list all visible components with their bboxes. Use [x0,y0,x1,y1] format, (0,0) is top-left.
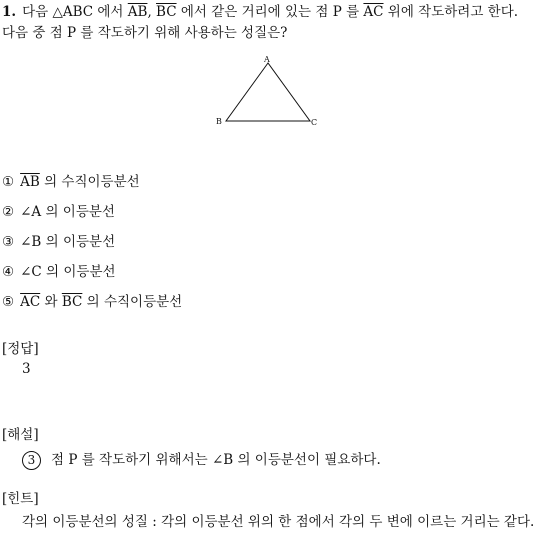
triangle-svg [212,55,324,127]
text-run: 에서 같은 거리에 있는 점 P 를 [176,4,364,20]
choice-number: ③ [2,234,15,250]
choice-number: ① [2,174,15,190]
text-run: ∠A 의 이등분선 [20,204,115,220]
explanation-label: [해설] [2,427,39,443]
hint-text: 각의 이등분선의 성질 : 각의 이등분선 위의 한 점에서 각의 두 변에 이르는 거리는 같다. [22,514,535,530]
question-stem [2,4,518,41]
answer-label: [정답] [2,341,39,357]
vertex-label-b: B [216,117,222,126]
text-run: 와 [40,294,62,310]
triangle-abc [226,63,310,121]
segment-label: $\overline{BC}$ [61,294,83,310]
choice-text [20,234,115,250]
vertex-label-a: A [264,55,270,64]
choice-3[interactable] [2,231,182,261]
choice-text [20,204,115,220]
question-number: 1. [2,4,17,20]
question-text [2,2,532,44]
choice-number: ⑤ [2,294,15,310]
choice-number: ② [2,204,15,220]
circled-answer: 3 [22,451,41,470]
text-run: ∠B 의 이등분선 [20,234,116,250]
choice-2[interactable] [2,201,182,231]
text-run: , [147,4,157,20]
text-run: 다음 △ABC 에서 [22,4,128,20]
choice-text [20,264,115,280]
text-run: ∠C 의 이등분선 [20,264,116,280]
segment-label: $\overline{AC}$ [20,294,41,310]
segment-label: $\overline{AB}$ [20,174,40,190]
segment-label: $\overline{BC}$ [156,4,177,20]
text-run: 의 수직이등분선 [39,174,140,190]
text-run: 의 수직이등분선 [82,294,183,310]
segment-label: $\overline{AB}$ [127,4,148,20]
explanation-text: 점 P 를 작도하기 위해서는 ∠B 의 이등분선이 필요하다. [51,452,381,468]
choice-text [20,174,140,190]
triangle-figure [212,55,324,127]
answer-value: 3 [22,361,31,377]
choice-1[interactable] [2,171,182,201]
choice-text [20,294,182,310]
text-run: 위에 작도하려고 한다. 다음 중 점 P 를 작도하기 위해 사용하는 성질은? [2,4,519,41]
choice-4[interactable] [2,261,182,291]
explanation-body [22,448,381,470]
vertex-label-c: C [311,118,318,127]
choice-5[interactable] [2,291,182,321]
hint-label: [힌트] [2,491,39,507]
segment-label: $\overline{AC}$ [363,4,384,20]
choice-number: ④ [2,264,15,280]
choice-list [2,171,182,321]
